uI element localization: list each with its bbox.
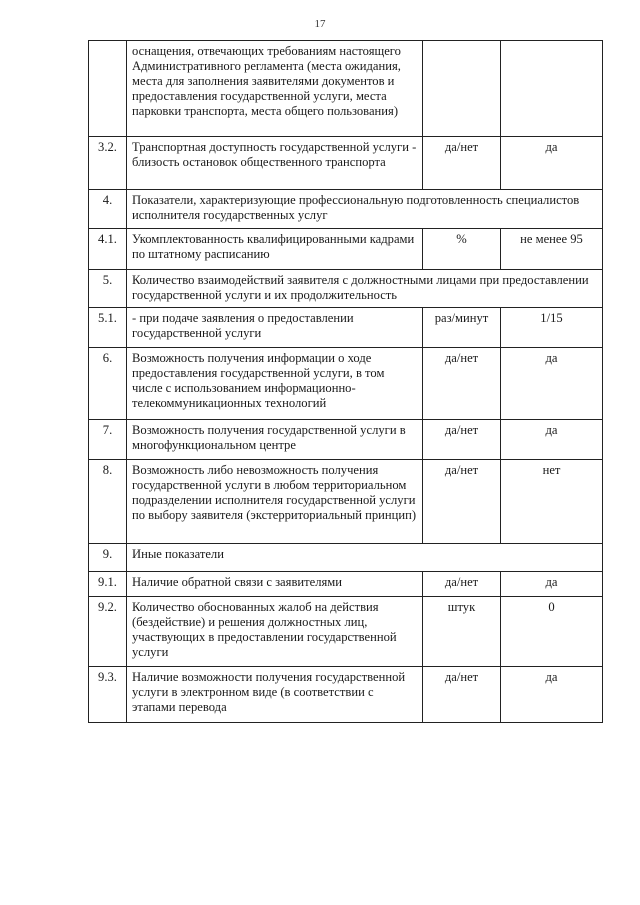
row-number: 5. bbox=[89, 270, 127, 308]
table-row bbox=[89, 420, 603, 460]
row-description: оснащения, отвечающих требованиям настоящего Административного регламента (места ожидания, места для заполнения заявителями документов и предоставления государственной услуги, места парковки транспорта, места общего пользования) bbox=[127, 41, 423, 137]
table-row bbox=[89, 270, 603, 308]
row-unit: да/нет bbox=[423, 667, 501, 723]
row-description: Наличие обратной связи с заявителями bbox=[127, 572, 423, 597]
row-value: да bbox=[501, 348, 603, 420]
table-row bbox=[89, 597, 603, 667]
row-unit: раз/минут bbox=[423, 308, 501, 348]
row-description: - при подаче заявления о предоставлении государственной услуги bbox=[127, 308, 423, 348]
row-unit: да/нет bbox=[423, 137, 501, 190]
row-number bbox=[89, 41, 127, 137]
table-row bbox=[89, 667, 603, 723]
row-number: 5.1. bbox=[89, 308, 127, 348]
row-unit: да/нет bbox=[423, 348, 501, 420]
row-unit: да/нет bbox=[423, 420, 501, 460]
row-number: 9. bbox=[89, 544, 127, 572]
row-value: да bbox=[501, 667, 603, 723]
table-row bbox=[89, 190, 603, 229]
row-description: Возможность либо невозможность получения государственной услуги в любом территориальном подразделении исполнителя государственной услуги по выбору заявителя (экстерриториальный принцип) bbox=[127, 460, 423, 544]
table-row bbox=[89, 572, 603, 597]
row-unit: да/нет bbox=[423, 460, 501, 544]
row-value: да bbox=[501, 420, 603, 460]
row-unit: да/нет bbox=[423, 572, 501, 597]
table-row bbox=[89, 308, 603, 348]
row-number: 3.2. bbox=[89, 137, 127, 190]
section-heading: Показатели, характеризующие профессиональную подготовленность специалистов исполнителя государственных услуг bbox=[127, 190, 603, 229]
row-description: Количество обоснованных жалоб на действия (бездействие) и решения должностных лиц, участвующих в предоставлении государственной услуги bbox=[127, 597, 423, 667]
row-number: 9.3. bbox=[89, 667, 127, 723]
row-description: Укомплектованность квалифицированными кадрами по штатному расписанию bbox=[127, 229, 423, 270]
page-number: 17 bbox=[314, 18, 326, 30]
row-description: Возможность получения информации о ходе предоставления государственной услуги, в том числе с использованием информационно-телекоммуникационных технологий bbox=[127, 348, 423, 420]
row-unit: % bbox=[423, 229, 501, 270]
table-row bbox=[89, 348, 603, 420]
row-value: 0 bbox=[501, 597, 603, 667]
table-row bbox=[89, 460, 603, 544]
row-value: не менее 95 bbox=[501, 229, 603, 270]
row-value bbox=[501, 41, 603, 137]
section-heading: Иные показатели bbox=[127, 544, 603, 572]
row-number: 8. bbox=[89, 460, 127, 544]
row-value: да bbox=[501, 137, 603, 190]
section-heading: Количество взаимодействий заявителя с должностными лицами при предоставлении государственной услуги и их продолжительность bbox=[127, 270, 603, 308]
row-number: 6. bbox=[89, 348, 127, 420]
row-unit: штук bbox=[423, 597, 501, 667]
indicators-table bbox=[88, 40, 603, 723]
table-row bbox=[89, 544, 603, 572]
row-number: 9.1. bbox=[89, 572, 127, 597]
row-description: Наличие возможности получения государственной услуги в электронном виде (в соответствии с этапами перевода bbox=[127, 667, 423, 723]
row-number: 4. bbox=[89, 190, 127, 229]
row-description: Транспортная доступность государственной услуги - близость остановок общественного транспорта bbox=[127, 137, 423, 190]
row-value: да bbox=[501, 572, 603, 597]
table-row bbox=[89, 41, 603, 137]
row-value: 1/15 bbox=[501, 308, 603, 348]
table-row bbox=[89, 229, 603, 270]
row-number: 7. bbox=[89, 420, 127, 460]
row-number: 9.2. bbox=[89, 597, 127, 667]
row-description: Возможность получения государственной услуги в многофункциональном центре bbox=[127, 420, 423, 460]
row-unit bbox=[423, 41, 501, 137]
row-value: нет bbox=[501, 460, 603, 544]
row-number: 4.1. bbox=[89, 229, 127, 270]
table-row bbox=[89, 137, 603, 190]
